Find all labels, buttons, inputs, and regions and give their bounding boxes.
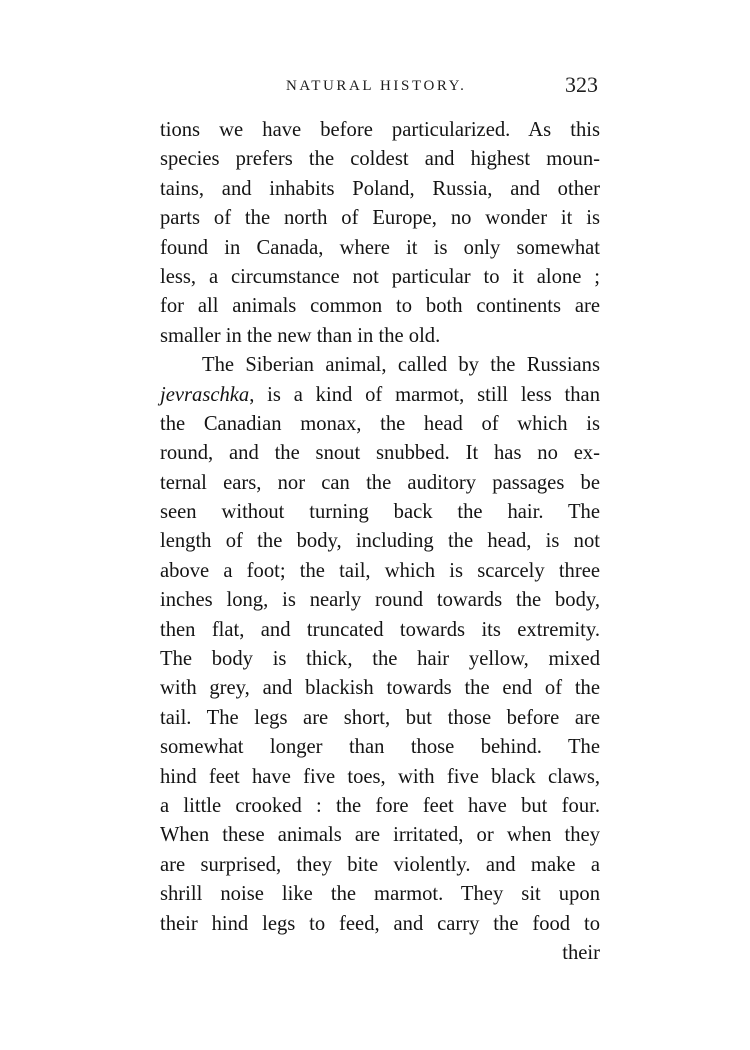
catchword: their <box>562 941 600 964</box>
body-text <box>160 116 600 968</box>
text-line: with grey, and blackish towards the end of the <box>160 677 600 700</box>
text-line: length of the body, including the head, is not <box>160 530 600 553</box>
text-line: round, and the snout snubbed. It has no ex- <box>160 442 600 465</box>
text-fragment: , is a kind of marmot, still less than <box>249 383 600 406</box>
italic-term: jevraschka <box>160 383 250 406</box>
text-line: ternal ears, nor can the auditory passages be <box>160 471 600 494</box>
running-head <box>160 72 600 102</box>
text-line-with-italic <box>160 381 600 410</box>
text-line: When these animals are irritated, or when they <box>160 824 600 847</box>
text-line: tains, and inhabits Poland, Russia, and other <box>160 177 600 200</box>
page-number: 323 <box>565 72 598 97</box>
text-line: above a foot; the tail, which is scarcely three <box>160 559 600 582</box>
text-line: tions we have before particularized. As this <box>160 119 600 141</box>
text-line: parts of the north of Europe, no wonder it is <box>160 207 600 230</box>
text-line: seen without turning back the hair. The <box>160 501 600 524</box>
text-line: somewhat longer than those behind. The <box>160 736 600 759</box>
text-line: inches long, is nearly round towards the body, <box>160 589 600 612</box>
text-line: tail. The legs are short, but those before are <box>160 706 600 729</box>
text-line: their hind legs to feed, and carry the food to <box>160 912 600 935</box>
text-line: The body is thick, the hair yellow, mixed <box>160 648 600 671</box>
text-line: the Canadian monax, the head of which is <box>160 412 600 435</box>
running-head-title: NATURAL HISTORY. <box>286 78 467 94</box>
text-line: hind feet have five toes, with five black claws, <box>160 765 600 788</box>
text-line: for all animals common to both continents are <box>160 295 600 318</box>
text-line: less, a circumstance not particular to it alone ; <box>160 265 600 288</box>
paragraph-start-line: The Siberian animal, called by the Russians <box>202 354 600 377</box>
text-line: then flat, and truncated towards its extremity. <box>160 618 600 641</box>
text-line: species prefers the coldest and highest moun- <box>160 148 600 171</box>
paragraph-end-line: smaller in the new than in the old. <box>160 324 441 347</box>
text-line: found in Canada, where it is only somewhat <box>160 236 600 259</box>
text-line: shrill noise like the marmot. They sit upon <box>160 883 600 906</box>
text-line: are surprised, they bite violently. and make a <box>160 853 600 876</box>
text-line: a little crooked : the fore feet have but four. <box>160 794 600 817</box>
